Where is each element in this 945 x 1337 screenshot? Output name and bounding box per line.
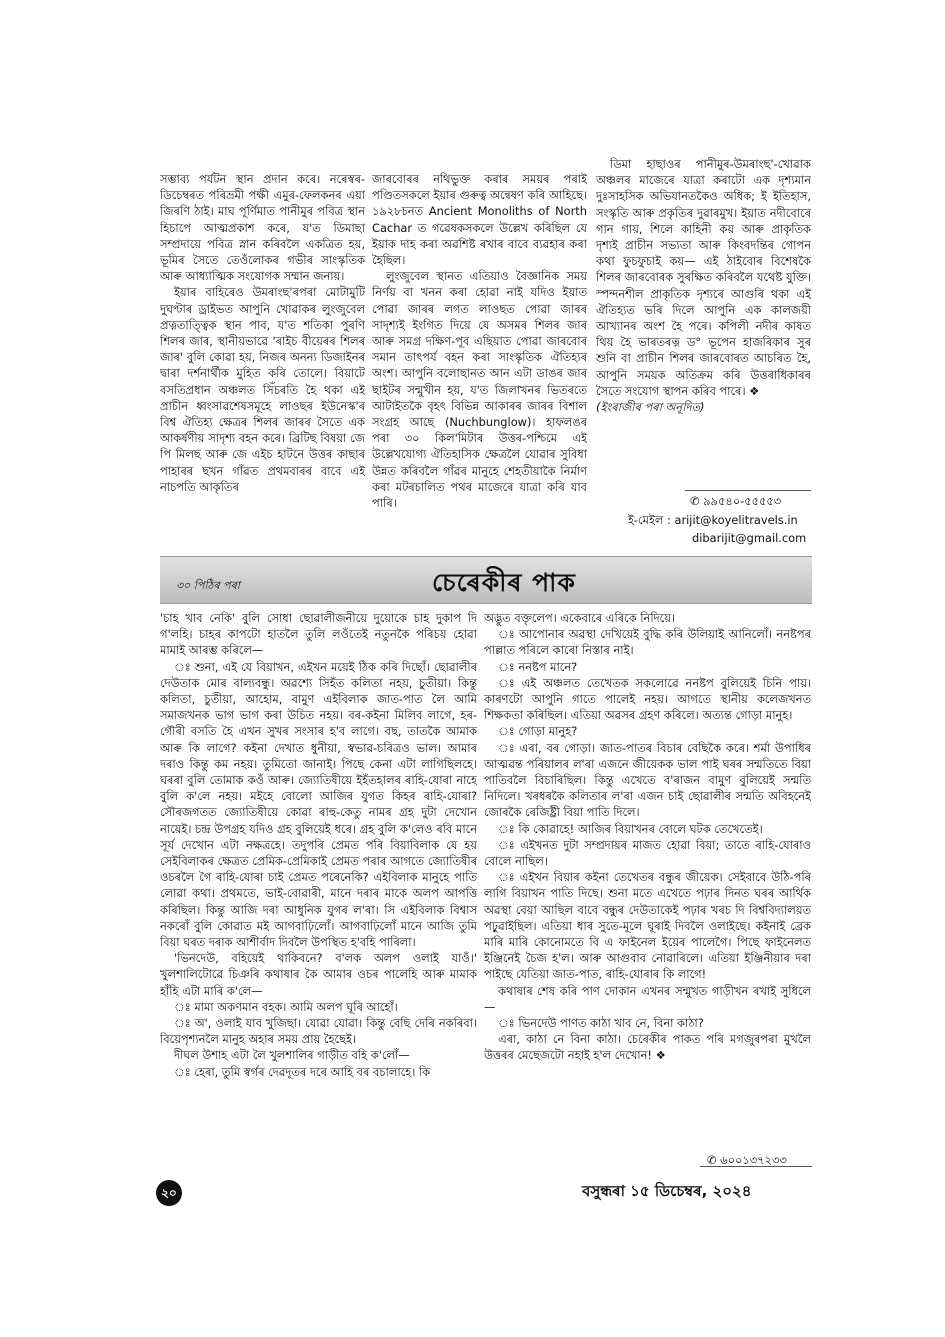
paragraph: সম্ভাব্য পৰ্যটন স্থান প্ৰদান কৰে। নৰেস্বৰ-ডিচেম্বৰত পৰিভ্ৰমী পক্ষী এমুৰ-ফেলকনৰ এয়া জিৰণি ঠাই। মাঘ পূৰ্ণিমাত পানীমুৰ পবিত্ৰ স্থান হিচাপে আত্মপ্ৰকাশ কৰে, য'ত ডিমাছা সম্প্ৰদায়ে পবিত্ৰ স্নান কৰিবলৈ একত্ৰিত হয়, ভূমিৰ সৈতে তেওঁলোকৰ গভীৰ সাংস্কৃতিক আৰু আধ্যাত্মিক সংযোগক সম্মান জনায়। <box>160 172 365 284</box>
paragraph: অদ্ভুত বক্তৃলেপ। একেবাৰে এৰিকে নিদিয়ে। <box>484 611 675 625</box>
paragraph: ঃ অ', ওলাই যাব খুজিছা। যোৱা যোৱা। কিন্তু বেছি দেৰি নকৰিবা। বিয়েপৃশ্যনলৈ মানুহ অহাৰ সময় প্ৰায় হৈছেই। <box>160 1016 477 1047</box>
story-author-phone: ✆ ৬০০১৩৭২৩৩ <box>707 1153 787 1167</box>
author-email: ই-মেইল : arijit@koyelitravels.in <box>628 513 798 527</box>
paragraph: এৰা, কাঠা নে বিনা কাঠা। চেৰেকীৰ পাকত পৰি মগজুৰপৰা মুখলৈ উত্তৰৰ মেছেজটো নহাই হ'ল দেখোন! ❖ <box>484 1032 811 1063</box>
top-article-column-1 <box>160 171 365 548</box>
paragraph: ঃ কি কোৱাহে! আজিৰ বিয়াখনৰ বোলে ঘটক তেখেতেই। <box>498 821 763 836</box>
paragraph: লুংজুবেল স্থানত এতিয়াও বৈজ্ঞানিক সময় নিৰ্ণয় বা খনন কৰা হোৱা নাই যদিও ইয়াত পোৱা জাৰৰ লগত লাওছত পোৱা জাৰৰ সাদৃশ্যই ইংগিত দিয়ে যে অসমৰ শিলৰ জাৰ আৰু সমগ্ৰ দক্ষিণ-পূব এছিয়াত পোৱা জাৰবোৰ সমান তাৎপৰ্য বহন কৰা সাংস্কৃতিক ঐতিহ্যৰ অংশ। আপুনি বলোছানত আন এটা ডাঙৰ জাৰ ছাইটৰ সন্মুখীন হয়, য'ত জিলাখনৰ ভিতৰতে আটাইতকৈ বৃহৎ বিভিন্ন আকাৰৰ জাৰৰ বিশাল সংগ্ৰহ আছে (Nuchbunglow)। হাফলঙৰ পৰা ৩০ কিল'মিটাৰ উত্তৰ-পশ্চিমে এই উল্লেখযোগ্য ঐতিহাসিক ক্ষেত্ৰলৈ যোৱাৰ সুবিধা উন্নত কৰিবলৈ গাঁৱৰ মানুহে শেহতীয়াকৈ নিৰ্মাণ কৰা মটৰচালিত পথৰ মাজেৰে যাত্ৰা কৰি যাব পাৰি। <box>372 269 587 511</box>
paragraph: ঃ শুনা, এই যে বিয়াখন, এইখন ময়েই ঠিক কৰি দিছোঁ। ছোৱালীৰ দেউতাক মোৰ বাল্যবন্ধু। অৱশ্যে সিহঁত কলিতা নহয়, চুতীয়া। কিন্তু কলিতা, চুতীয়া, আহোম, বামুণ এইবিলাক জাত-পাত লৈ আমি সমাজখনক ভাগ ভাগ কৰা উচিত নহয়। বৰ-কইনা মিলিব লাগে, হৰ-গৌৰী বসতি হৈ এখন সুখৰ সংসাৰ হ'ব লাগে। বছ, তাতকৈ আমাক আৰু কি লাগে? কইনা দেখাত ধুনীয়া, স্বভাৱ-চৰিত্ৰও ভাল। আমাৰ দৰাও কিন্তু কম নহয়। তুমিতো জানাই। পিছে কেনা এটা লাগিছিলহে। ঘৰৰা বুলি তোমাক কওঁ আৰু। জ্যোতিষীয়ে ইহঁতহালৰ ৰাহি-যোৰা নাহে বুলি ক'লে নহয়। মইহে বোলো আজিৰ যুগত কিহৰ ৰাহি-যোৰা? সৌৰজগতত জ্যোতিষীয়ে কোৱা ৰাহু-কেতু নামৰ গ্ৰহ দুটা দেখোন নায়েই। চন্দ্ৰ উপগ্ৰহ যদিও গ্ৰহ বুলিয়েই ধৰে। গ্ৰহ বুলি ক'লেও ৰবি মানে সূৰ্য দেখোন এটা নক্ষত্ৰহে। তদুপৰি প্ৰেমত পৰি বিয়াবিলাক যে হয় সেইবিলাকৰ ক্ষেত্ৰত প্ৰেমিক-প্ৰেমিকাই প্ৰেমত পৰাৰ আগতে জ্যোতিষীৰ ওচৰলৈ গৈ ৰাহি-যোৰা চাই প্ৰেমত পৰেনেকি? এইবিলাক মানুহে পাতি লোৱা কথা। প্ৰথমতে, ভাই-বোৱাৰী, মানে দৰাৰ মাকে অলপ আপত্তি কৰিছিল। কিন্তু আজি দৰা আধুনিক যুগৰ ল'ৰা। সি এইবিলাক বিশ্বাস নকৰোঁ বুলি কোৱাত মই আগবাঢ়িলোঁ। আগবাঢ়িলোঁ মানে আজি তুমি বিয়া ঘৰত দৰাক আশীৰ্বাদ দিবলৈ উপস্থিত হ'বহি পাৰিলা। <box>160 659 477 950</box>
paragraph: ঃ এৰা, বৰ গোড়া। জাত-পাতৰ বিচাৰ বেছিকৈ কৰে। শৰ্মা উপাধিৰ আত্মৱন্ত পৰিয়ালৰ ল'ৰা এজনে জীয়েকক ভাল পাই ঘৰৰ সন্মতিতে বিয়া পাতিবলৈ বিচাৰিছিল। কিন্তু এখেতে ব'ৰাজন বামুণ বুলিয়েই সন্মতি নিদিলে। খৰধৰকৈ কলিতাৰ ল'ৰা এজন চাই ছোৱালীৰ সন্মতি অবিহনেই জোৰকৈ ৰেজিষ্ট্ৰী বিয়া পাতি দিলে। <box>484 740 811 820</box>
paragraph: ডিমা হাছাওৰ পানীমুৰ-উমৰাংছ'-খোৱাক অঞ্চলৰ মাজেৰে যাত্ৰা কৰাটো এক দৃশ্যমান দুঃসাহসিক অভিযানতকৈও অধিক; ই ইতিহাস, সংস্কৃতি আৰু প্ৰকৃতিৰ দুৱাৰমুখ। ইয়াত নদীবোৰে গান গায়, শিলে কাহিনী কয় আৰু প্ৰাকৃতিক দৃশ্যই প্ৰাচীন সভ্যতা আৰু কিংবদন্তিৰ গোপন কথা ফুচফুচাই কয়— এই ঠাইবোৰ বিশেষকৈ শিলৰ জাৰবোৰক সুৰক্ষিত কৰিবলৈ যথেষ্ট যুক্তি। স্পন্দনশীল প্ৰাকৃতিক দৃশ্যৰে আগুৰি থকা এই ঐতিহ্যত ভৰি দিলে আপুনি এক কালজয়ী আখ্যানৰ অংশ হৈ পৰে। কপিলী নদীৰ কাষত থিয় হৈ ভাৰতৰত্ন ড° ভূপেন হাজৰিকাৰ সুৰ শুনি বা প্ৰাচীন শিলৰ জাৰবোৰত আচৰিত হৈ, আপুনি সময়ক অতিক্ৰম কৰি উত্তৰাধিকাৰৰ সৈতে সংযোগ স্থাপন কৰিব পাৰে। ❖ <box>596 157 811 398</box>
author-phone: ✆ ৯৯৫৪০-৫৫৫৫৩ <box>690 494 782 508</box>
paragraph: কথাষাৰ শেষ কৰি পাণ দোকান এখনৰ সন্মুখত গাড়ীখন ৰখাই সুধিলে— <box>484 983 811 1014</box>
paragraph: 'ভিনদেউ, বহিয়েই থাকিবনে? ব'লক অলপ ওলাই যাওঁ।' খুলশালিটোৱে চিঞৰি কথাষাৰ কৈ আমাৰ ওচৰ পালেহি আৰু মামাক হাঁহি এটা মাৰি ক'লে— <box>160 951 477 998</box>
paragraph: ঃ ভিনদেউ পাণত কাঠা খাব নে, বিনা কাঠা? <box>498 1016 704 1031</box>
top-article-column-3 <box>596 156 811 492</box>
magazine-footer: বসুন্ধৰা ১৫ ডিচেম্বৰ, ২০২৪ <box>582 1182 752 1200</box>
divider <box>685 490 811 491</box>
continued-from-note: ৩০ পিঠিৰ পৰা <box>176 579 240 592</box>
translation-note: (ইংৰাজীৰ পৰা অনূদিত) <box>596 400 705 415</box>
page-number: ২০ <box>156 1180 182 1206</box>
story-column-1 <box>160 610 477 1332</box>
top-article-column-2 <box>372 171 587 548</box>
paragraph: দীঘল উশাহ এটা লৈ খুলশালিৰ গাড়ীত বহি ক'লোঁ— <box>174 1048 410 1063</box>
paragraph: ঃ আপোনাৰ অৱস্থা দেখিয়েই বুদ্ধি কৰি উলিয়াই আনিলোঁ। ননষ্টপৰ পাল্লাত পৰিলে কাৰো নিস্তাৰ নাই। <box>484 627 811 658</box>
paragraph: 'চাহ খাব নেকি' বুলি সোধা ছোৱালীজনীয়ে দুয়োকে চাহ দুকাপ দি গ'লহি। চাহৰ কাপটো হাতলৈ তুলি লওঁতেই নতুনকৈ পৰিচয় হোৱা মামাই আৰম্ভ কৰিলে— <box>160 611 477 658</box>
paragraph: ঃ এই অঞ্চলত তেখেতক সকলোৱে ননষ্টপ বুলিয়েই চিনি পায়। কাৰণটো আপুনি গাতে পালেই নহয়। আগতে স্থানীয় কলেজখনত শিক্ষকতা কৰিছিল। এতিয়া অৱসৰ গ্ৰহণ কৰিলে। অত্যন্ত গোড়া মানুহ। <box>484 675 811 723</box>
story-title: চেৰেকীৰ পাক <box>432 568 576 597</box>
author-email-2: dibarijit@gmail.com <box>692 531 807 545</box>
story-column-2 <box>484 610 811 1150</box>
paragraph: ঃ মামা অকণমান বহক। আমি অলপ ঘূৰি আহোঁ। <box>174 999 398 1014</box>
paragraph: ঃ গোড়া মানুহ? <box>498 724 578 739</box>
paragraph: ঃ হেৰা, তুমি স্বৰ্গৰ দেৱদূতৰ দৰে আহি বৰ বচালাহে। কি <box>174 1064 431 1079</box>
paragraph: ঃ এইখন বিয়াৰ কইনা তেখেতৰ বন্ধুৰ জীয়েক। সেইবাবে উঠি-পৰি লাগি বিয়াখন পাতি দিছে। শুনা মতে এখেতে পঢ়াৰ দিনত ঘৰৰ আৰ্থিক অৱস্থা বেয়া আছিল বাবে বন্ধুৰ দেউতাকেই পঢ়াৰ খৰচ দি বিশ্ববিদ্যালয়ত পঢ়ুৱাইছিল। এতিয়া ধাৰ সুতে-মূলে ঘূৰাই দিবলৈ ওলাইছে। কইনাই ব্ৰেক মাৰি মাৰি কোনোমতে বি এ ফাইনেল ইয়েৰ পালেগৈ। পিছে ফাইনেলত ইঞ্জিনেই চৈজ হ'ল। আৰু আগুবাব নোৱাৰিলে। এতিয়া ইঞ্জিনীয়াৰ দৰা পাইছে যেতিয়া জাত-পাত, ৰাহি-যোৰাৰ কি লাগে! <box>484 870 811 982</box>
paragraph: ঃ ননষ্টপ মানে? <box>498 659 578 674</box>
paragraph: জাৰবোৰৰ নথিভুক্ত কৰাৰ সময়ৰ পৰাই পণ্ডিতসকলে ইয়াৰ গুৰুত্ব অন্বেষণ কৰি আহিছে। ১৯২৮চনত Ancient Monoliths of North Cachar ত গৱেষকসকলে উল্লেখ কৰিছিল যে ইয়াক দাহ কৰা অৱশিষ্ট ৰখাৰ বাবে ব্যৱহাৰ কৰা হৈছিল। <box>372 172 587 268</box>
paragraph: ঃ এইখনত দুটা সম্প্ৰদায়ৰ মাজত হোৱা বিয়া; তাতে ৰাহি-যোৰাও বোলে নাছিল। <box>484 837 811 869</box>
paragraph: ইয়াৰ বাহিৰেও উমৰাংছ'ৰপৰা মোটামুটি দুঘণ্টাৰ ড্ৰাইভত আপুনি খোৱাকৰ লুংজুবেল প্ৰত্নতাত্ত্বিক স্থান পাব, য'ত শতিকা পুৰণি শিলৰ জাৰ, স্থানীয়ভাৱে 'ৰাইচ বীয়েৰৰ শিলৰ জাৰ' বুলি কোৱা হয়, নিজৰ অনন্য ডিজাইনৰ দ্বাৰা দৰ্শনাৰ্থীক মুহিত কৰি তোলে। বিয়াটে বসতিপ্ৰধান অঞ্চলত সিঁচৰতি হৈ থকা এই প্ৰাচীন ধ্বংসাৱশেষসমূহে লাওছৰ ইউনেস্ক'ৰ বিশ্ব ঐতিহ্য ক্ষেত্ৰৰ শিলৰ জাৰৰ সৈতে এক আকৰ্ষণীয় সাদৃশ্য বহন কৰে। ব্ৰিটিছ বিষয়া জে পি মিলছ আৰু জে এইচ হাটনে উত্তৰ কাছাৰ পাহাৰৰ ছখন গাঁৱত প্ৰথমবাৰৰ বাবে এই নাচপতি আকৃতিৰ <box>160 285 365 494</box>
